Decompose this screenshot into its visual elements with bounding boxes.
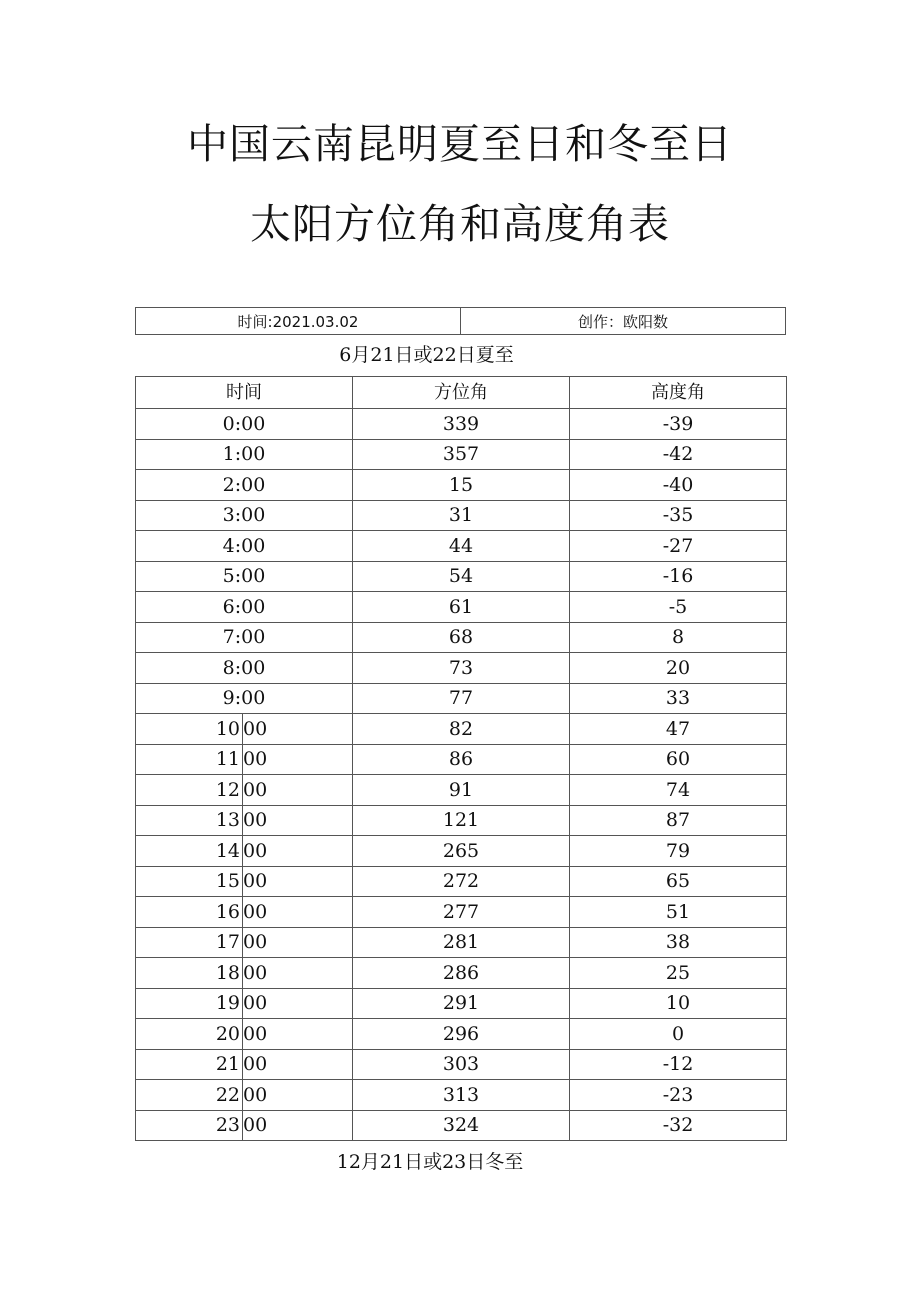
cell-altitude: 74 [570, 775, 787, 806]
cell-altitude: -42 [570, 439, 787, 470]
cell-hour: 20 [136, 1019, 243, 1049]
cell-altitude: -35 [570, 500, 787, 531]
table-row [136, 958, 787, 989]
table-row [136, 744, 787, 775]
table-row [136, 470, 787, 501]
cell-minute: 00 [243, 717, 268, 740]
cell-minute: 00 [243, 870, 268, 893]
cell-time: 8:00 [136, 653, 353, 684]
cell-minute: 00 [243, 900, 268, 923]
page-subtitle: 太阳方位角和高度角表 [250, 200, 670, 248]
cell-altitude: 20 [570, 653, 787, 684]
cell-minute: 00 [243, 1053, 268, 1076]
summer-table [135, 376, 787, 1141]
cell-time [136, 1110, 353, 1141]
cell-altitude: 65 [570, 866, 787, 897]
cell-minute: 00 [243, 1114, 268, 1137]
summer-caption: 6月21日或22日夏至 [339, 344, 514, 366]
cell-hour: 17 [136, 928, 243, 958]
cell-azimuth: 286 [353, 958, 570, 989]
cell-hour: 11 [136, 745, 243, 775]
cell-azimuth: 54 [353, 561, 570, 592]
cell-hour: 21 [136, 1050, 243, 1080]
cell-hour: 18 [136, 958, 243, 988]
cell-azimuth: 265 [353, 836, 570, 867]
cell-azimuth: 303 [353, 1049, 570, 1080]
cell-altitude: 25 [570, 958, 787, 989]
cell-altitude: -5 [570, 592, 787, 623]
cell-minute: 00 [243, 992, 268, 1015]
cell-time [136, 866, 353, 897]
cell-altitude: -16 [570, 561, 787, 592]
table-row [136, 988, 787, 1019]
cell-time: 4:00 [136, 531, 353, 562]
cell-azimuth: 77 [353, 683, 570, 714]
cell-azimuth: 91 [353, 775, 570, 806]
table-row [136, 439, 787, 470]
cell-altitude: 87 [570, 805, 787, 836]
cell-time [136, 958, 353, 989]
cell-azimuth: 73 [353, 653, 570, 684]
winter-caption: 12月21日或23日冬至 [336, 1151, 524, 1173]
cell-altitude: 79 [570, 836, 787, 867]
table-row [136, 409, 787, 440]
cell-hour: 14 [136, 836, 243, 866]
cell-azimuth: 291 [353, 988, 570, 1019]
cell-time [136, 1049, 353, 1080]
cell-hour: 23 [136, 1111, 243, 1141]
table-header-row [136, 377, 787, 409]
cell-minute: 00 [243, 1022, 268, 1045]
cell-altitude: 0 [570, 1019, 787, 1050]
cell-altitude: 10 [570, 988, 787, 1019]
meta-author: 创作：欧阳数 [460, 308, 785, 334]
cell-azimuth: 44 [353, 531, 570, 562]
cell-altitude: 51 [570, 897, 787, 928]
table-row [136, 500, 787, 531]
cell-azimuth: 61 [353, 592, 570, 623]
header-azimuth: 方位角 [353, 377, 570, 409]
cell-time [136, 897, 353, 928]
cell-minute: 00 [243, 748, 268, 771]
cell-azimuth: 277 [353, 897, 570, 928]
table-row [136, 1110, 787, 1141]
cell-altitude: -32 [570, 1110, 787, 1141]
cell-altitude: 8 [570, 622, 787, 653]
meta-time: 时间:2021.03.02 [237, 312, 359, 331]
table-row [136, 592, 787, 623]
cell-altitude: 60 [570, 744, 787, 775]
table-row [136, 1019, 787, 1050]
cell-azimuth: 324 [353, 1110, 570, 1141]
cell-hour: 10 [136, 714, 243, 744]
cell-time [136, 927, 353, 958]
cell-time: 0:00 [136, 409, 353, 440]
cell-azimuth: 281 [353, 927, 570, 958]
table-row [136, 927, 787, 958]
cell-time [136, 1080, 353, 1111]
cell-time: 7:00 [136, 622, 353, 653]
cell-altitude: -39 [570, 409, 787, 440]
cell-hour: 12 [136, 775, 243, 805]
table-row [136, 622, 787, 653]
table-row [136, 1049, 787, 1080]
meta-box [135, 307, 786, 335]
table-row [136, 866, 787, 897]
cell-hour: 22 [136, 1080, 243, 1110]
table-row [136, 1080, 787, 1111]
cell-time: 3:00 [136, 500, 353, 531]
cell-hour: 19 [136, 989, 243, 1019]
cell-altitude: 33 [570, 683, 787, 714]
cell-altitude: -27 [570, 531, 787, 562]
cell-altitude: 38 [570, 927, 787, 958]
cell-azimuth: 313 [353, 1080, 570, 1111]
cell-time: 6:00 [136, 592, 353, 623]
table-row [136, 836, 787, 867]
cell-hour: 13 [136, 806, 243, 836]
table-row [136, 683, 787, 714]
cell-azimuth: 86 [353, 744, 570, 775]
cell-time [136, 714, 353, 745]
cell-hour: 16 [136, 897, 243, 927]
cell-minute: 00 [243, 809, 268, 832]
cell-altitude: -23 [570, 1080, 787, 1111]
cell-azimuth: 31 [353, 500, 570, 531]
cell-time [136, 775, 353, 806]
cell-minute: 00 [243, 778, 268, 801]
table-row [136, 653, 787, 684]
cell-azimuth: 121 [353, 805, 570, 836]
cell-altitude: 47 [570, 714, 787, 745]
cell-minute: 00 [243, 931, 268, 954]
cell-hour: 15 [136, 867, 243, 897]
cell-time [136, 836, 353, 867]
cell-time: 1:00 [136, 439, 353, 470]
cell-azimuth: 272 [353, 866, 570, 897]
table-row [136, 531, 787, 562]
cell-azimuth: 357 [353, 439, 570, 470]
cell-time: 2:00 [136, 470, 353, 501]
cell-time: 9:00 [136, 683, 353, 714]
cell-azimuth: 82 [353, 714, 570, 745]
cell-time [136, 988, 353, 1019]
cell-time [136, 805, 353, 836]
table-row [136, 561, 787, 592]
cell-minute: 00 [243, 961, 268, 984]
cell-time [136, 744, 353, 775]
table-row [136, 775, 787, 806]
table-row [136, 714, 787, 745]
cell-azimuth: 296 [353, 1019, 570, 1050]
cell-time: 5:00 [136, 561, 353, 592]
cell-altitude: -12 [570, 1049, 787, 1080]
header-time: 时间 [136, 377, 353, 409]
cell-azimuth: 68 [353, 622, 570, 653]
cell-azimuth: 15 [353, 470, 570, 501]
cell-azimuth: 339 [353, 409, 570, 440]
cell-minute: 00 [243, 839, 268, 862]
cell-minute: 00 [243, 1083, 268, 1106]
header-altitude: 高度角 [570, 377, 787, 409]
table-row [136, 805, 787, 836]
cell-time [136, 1019, 353, 1050]
table-row [136, 897, 787, 928]
page-title: 中国云南昆明夏至日和冬至日 [187, 120, 733, 168]
cell-altitude: -40 [570, 470, 787, 501]
